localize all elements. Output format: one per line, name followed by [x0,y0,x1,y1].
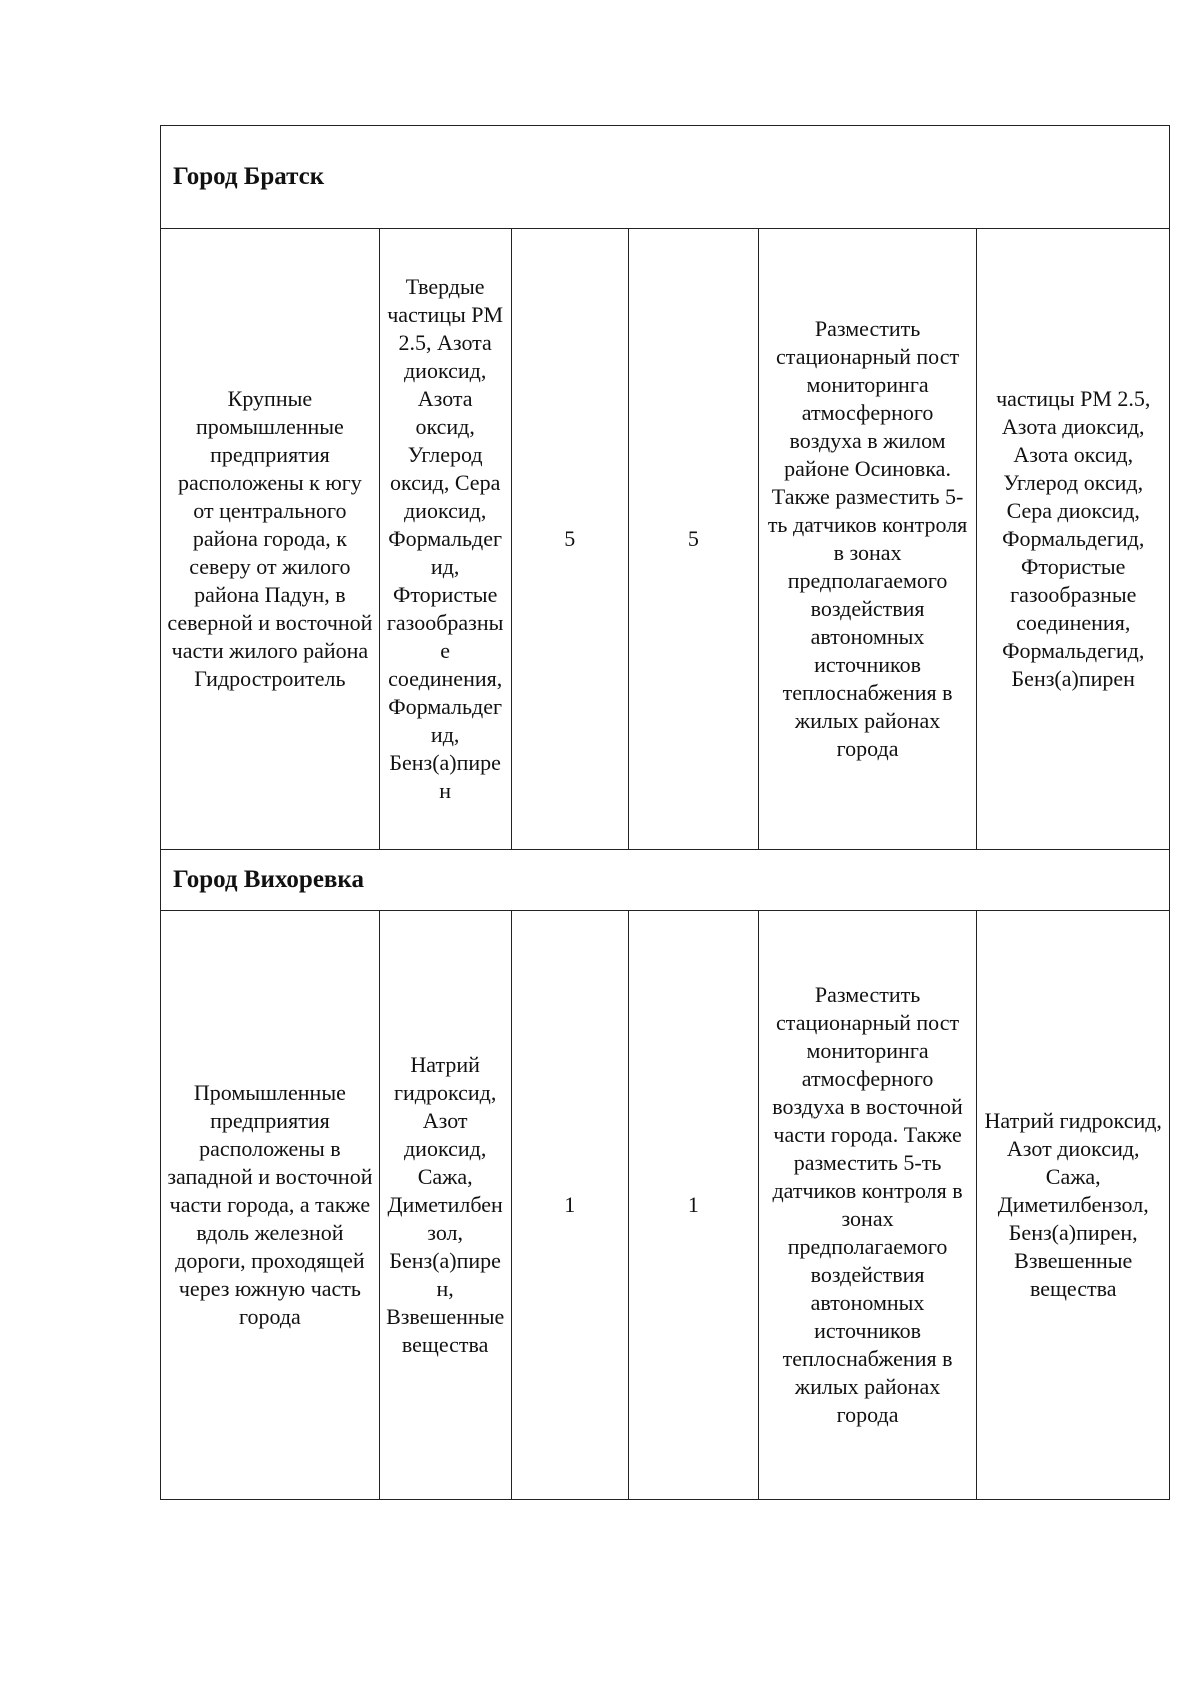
measures-cell: Разместить стационарный пост мониторинга атмосферного воздуха в восточной части города. Также разместить 5-ть датчиков контроля в зонах предполагаемого воздействия автономных источников теплоснабжения в жилых районах города [758,911,977,1500]
monitoring-table [160,125,1170,1500]
section-title: Город Вихоревка [161,850,1170,911]
controlled-substances-cell: Натрий гидроксид, Азот диоксид, Сажа, Диметилбензол, Бенз(а)пирен, Взвешенные вещества [977,911,1170,1500]
substances-cell: Твердые частицы PM 2.5, Азота диоксид, Азота оксид, Углерод оксид, Сера диоксид, Формальдегид, Фтористые газообразные соединения, Формальдегид, Бенз(а)пирен [379,229,511,850]
controlled-substances-cell: частицы PM 2.5, Азота диоксид, Азота оксид, Углерод оксид, Сера диоксид, Формальдегид, Фтористые газообразные соединения, Формальдегид, Бенз(а)пирен [977,229,1170,850]
measures-cell: Разместить стационарный пост мониторинга атмосферного воздуха в жилом районе Осиновка. Также разместить 5-ть датчиков контроля в зонах предполагаемого воздействия автономных источников теплоснабжения в жилых районах города [758,229,977,850]
count-cell: 1 [629,911,759,1500]
table-row [161,229,1170,850]
section-title: Город Братск [161,126,1170,229]
count-cell: 5 [629,229,759,850]
section-header-row [161,850,1170,911]
table-row [161,911,1170,1500]
substances-cell: Натрий гидроксид, Азот диоксид, Сажа, Диметилбензол, Бенз(а)пирен, Взвешенные вещества [379,911,511,1500]
count-cell: 1 [511,911,629,1500]
location-cell: Крупные промышленные предприятия расположены к югу от центрального района города, к северу от жилого района Падун, в северной и восточной части жилого района Гидростроитель [161,229,380,850]
location-cell: Промышленные предприятия расположены в западной и восточной части города, а также вдоль железной дороги, проходящей через южную часть города [161,911,380,1500]
count-cell: 5 [511,229,629,850]
section-header-row [161,126,1170,229]
